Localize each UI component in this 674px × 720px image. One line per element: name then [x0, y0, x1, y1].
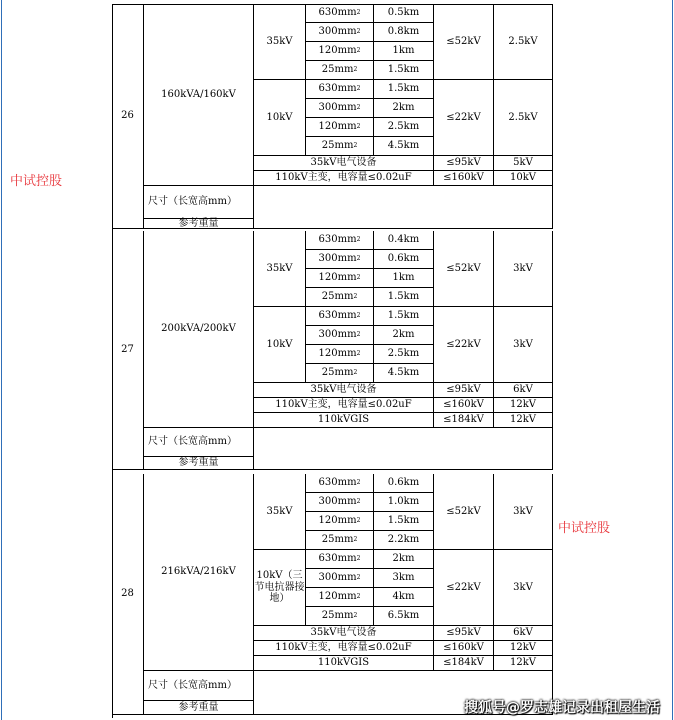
test-voltage-text: 2.5kV	[508, 35, 538, 47]
cable-section: 300mm 2	[306, 23, 374, 42]
size-label-text: 尺寸（长宽高mm）	[148, 196, 237, 208]
equipment-row-name	[254, 171, 434, 186]
test-voltage-text: 3kV	[513, 505, 533, 517]
test-voltage	[494, 4, 553, 80]
equipment-row-test-text: 12kV	[509, 414, 536, 426]
capacity-cell-text: 200kVA/200kV	[161, 323, 236, 335]
capacity-cell	[144, 4, 254, 186]
cable-section-text: 120mm	[318, 121, 357, 133]
cable-length-text: 2km	[392, 102, 415, 114]
cable-length	[374, 4, 434, 23]
cable-section-text: 25mm	[321, 367, 354, 379]
equipment-row-test-text: 12kV	[509, 642, 536, 654]
equipment-row-test-text: 5kV	[513, 157, 533, 169]
equipment-row-withstand-text: ≤184kV	[443, 414, 484, 426]
cable-section: 120mm 2	[306, 118, 374, 137]
cable-length	[374, 137, 434, 156]
weight-label	[144, 457, 254, 470]
equipment-row-withstand	[434, 156, 494, 171]
cable-section-text: 25mm	[321, 610, 354, 622]
cable-section: 630mm 2	[306, 474, 374, 493]
cable-section-text: 25mm	[321, 64, 354, 76]
capacity-cell-text: 160kVA/160kV	[161, 88, 236, 100]
cable-section-text: 120mm	[318, 348, 357, 360]
test-voltage	[494, 307, 553, 383]
equipment-row-name	[254, 413, 434, 428]
cable-section-text: 630mm	[318, 310, 357, 322]
cable-length	[374, 307, 434, 326]
equipment-row-test	[494, 626, 553, 641]
withstand-voltage-text: ≤22kV	[446, 111, 481, 123]
test-voltage-text: 3kV	[513, 338, 533, 350]
equipment-row-withstand-text: ≤160kV	[443, 399, 484, 411]
equipment-row-withstand	[434, 641, 494, 656]
cable-length-text: 2.5km	[387, 121, 420, 133]
cable-length-text: 2.2km	[387, 534, 420, 546]
equipment-row-test-text: 12kV	[509, 399, 536, 411]
equipment-row-withstand	[434, 656, 494, 671]
cable-length-text: 3km	[392, 572, 415, 584]
voltage-level	[254, 231, 306, 307]
equipment-row-name-text: 35kV电气设备	[310, 157, 377, 169]
cable-length	[374, 345, 434, 364]
cable-section: 630mm 2	[306, 550, 374, 569]
cable-length-text: 0.6km	[387, 253, 420, 265]
equipment-row-withstand-text: ≤160kV	[443, 642, 484, 654]
cable-length	[374, 493, 434, 512]
cable-length-text: 2.5km	[387, 348, 420, 360]
cable-section: 300mm 2	[306, 99, 374, 118]
cable-section-text: 120mm	[318, 45, 357, 57]
equipment-row-name	[254, 626, 434, 641]
equipment-row-test-text: 6kV	[513, 627, 533, 639]
withstand-voltage	[434, 231, 494, 307]
cable-section-text: 300mm	[318, 253, 357, 265]
size-label	[144, 186, 254, 219]
withstand-voltage-text: ≤22kV	[446, 338, 481, 350]
cable-length-text: 1km	[392, 272, 415, 284]
withstand-voltage	[434, 80, 494, 156]
cable-section: 630mm 2	[306, 307, 374, 326]
cable-section: 25mm 2	[306, 137, 374, 156]
side-label-left: 中试控股	[10, 174, 63, 189]
withstand-voltage-text: ≤52kV	[446, 505, 481, 517]
cable-length	[374, 569, 434, 588]
cable-length	[374, 118, 434, 137]
cable-section-text: 300mm	[318, 26, 357, 38]
equipment-row-name-text: 110kV主变，电容量≤0.02uF	[275, 399, 412, 411]
model-number	[112, 231, 144, 470]
cable-section-text: 25mm	[321, 140, 354, 152]
weight-label-text: 参考重量	[178, 217, 219, 229]
equipment-row-test-text: 6kV	[513, 384, 533, 396]
cable-length	[374, 61, 434, 80]
model-number-text: 26	[121, 110, 134, 122]
equipment-row-test	[494, 156, 553, 171]
watermark: 搜狐号@罗志雄记录出租屋生活	[464, 700, 660, 716]
equipment-row-test-text: 12kV	[509, 657, 536, 669]
equipment-row-withstand	[434, 413, 494, 428]
cable-length-text: 6.5km	[387, 610, 420, 622]
cable-length	[374, 99, 434, 118]
voltage-level-text: 35kV	[266, 505, 293, 517]
voltage-level-text: 35kV	[266, 35, 293, 47]
size-label	[144, 671, 254, 701]
cable-length-text: 1.5km	[387, 291, 420, 303]
cable-length-text: 1.5km	[387, 310, 420, 322]
withstand-voltage-text: ≤52kV	[446, 35, 481, 47]
size-label-text: 尺寸（长宽高mm）	[148, 436, 237, 448]
cable-length	[374, 588, 434, 607]
equipment-row-name-text: 110kVGIS	[317, 414, 370, 426]
cable-length	[374, 550, 434, 569]
withstand-voltage	[434, 4, 494, 80]
cable-length-text: 1.5km	[387, 64, 420, 76]
size-label-text: 尺寸（长宽高mm）	[148, 679, 237, 691]
equipment-row-test	[494, 398, 553, 413]
equipment-row-test	[494, 413, 553, 428]
cable-section-text: 630mm	[318, 477, 357, 489]
cable-section: 120mm 2	[306, 512, 374, 531]
test-voltage	[494, 474, 553, 550]
cable-length	[374, 250, 434, 269]
cable-length	[374, 531, 434, 550]
cable-section: 300mm 2	[306, 326, 374, 345]
cable-section-text: 25mm	[321, 534, 354, 546]
equipment-row-withstand	[434, 171, 494, 186]
capacity-cell-text: 216kVA/216kV	[161, 566, 236, 578]
side-label-right: 中试控股	[558, 521, 611, 536]
test-voltage-text: 3kV	[513, 581, 533, 593]
equipment-row-withstand-text: ≤184kV	[443, 657, 484, 669]
voltage-level-text: 10kV	[266, 338, 293, 350]
voltage-level-text: 10kV	[266, 111, 293, 123]
cable-length-text: 0.8km	[387, 26, 420, 38]
voltage-level	[254, 307, 306, 383]
voltage-level	[254, 80, 306, 156]
voltage-level	[254, 474, 306, 550]
equipment-row-name-text: 110kVGIS	[317, 657, 370, 669]
model-number	[112, 474, 144, 715]
cable-length	[374, 474, 434, 493]
cable-section-text: 25mm	[321, 291, 354, 303]
equipment-row-withstand-text: ≤95kV	[446, 157, 481, 169]
cable-length-text: 0.6km	[387, 477, 420, 489]
equipment-row-withstand-text: ≤95kV	[446, 627, 481, 639]
page-edge-line	[1, 0, 2, 720]
cable-section: 25mm 2	[306, 61, 374, 80]
cable-section: 630mm 2	[306, 4, 374, 23]
cable-section: 630mm 2	[306, 231, 374, 250]
test-voltage	[494, 231, 553, 307]
cable-section-text: 300mm	[318, 102, 357, 114]
cable-section: 630mm 2	[306, 80, 374, 99]
weight-label-text: 参考重量	[178, 701, 219, 713]
cable-section-text: 630mm	[318, 234, 357, 246]
equipment-row-name-text: 35kV电气设备	[310, 627, 377, 639]
weight-label	[144, 219, 254, 229]
equipment-row-name	[254, 156, 434, 171]
size-weight-value	[254, 428, 553, 470]
equipment-row-name-text: 35kV电气设备	[310, 384, 377, 396]
page-edge-line	[672, 0, 673, 720]
cable-section-text: 300mm	[318, 572, 357, 584]
cable-section-text: 630mm	[318, 7, 357, 19]
withstand-voltage-text: ≤52kV	[446, 262, 481, 274]
cable-length	[374, 288, 434, 307]
equipment-row-withstand-text: ≤160kV	[443, 172, 484, 184]
cable-length	[374, 269, 434, 288]
cable-section-text: 120mm	[318, 591, 357, 603]
weight-label	[144, 701, 254, 715]
equipment-row-name	[254, 656, 434, 671]
voltage-level-text: 10kV（三节电抗器接地）	[254, 570, 305, 605]
cable-section: 300mm 2	[306, 250, 374, 269]
cable-section: 300mm 2	[306, 569, 374, 588]
cable-length-text: 1.0km	[387, 496, 420, 508]
equipment-row-withstand	[434, 383, 494, 398]
cable-section-text: 630mm	[318, 83, 357, 95]
withstand-voltage	[434, 474, 494, 550]
cable-section: 25mm 2	[306, 607, 374, 626]
cable-length-text: 1.5km	[387, 515, 420, 527]
equipment-row-test-text: 10kV	[509, 172, 536, 184]
cable-length	[374, 23, 434, 42]
capacity-cell	[144, 474, 254, 671]
cable-length-text: 0.5km	[387, 7, 420, 19]
voltage-level	[254, 550, 306, 626]
cable-section-text: 300mm	[318, 329, 357, 341]
weight-label-text: 参考重量	[178, 457, 219, 469]
cable-section: 300mm 2	[306, 493, 374, 512]
cable-section-text: 300mm	[318, 496, 357, 508]
withstand-voltage	[434, 550, 494, 626]
cable-section: 25mm 2	[306, 531, 374, 550]
equipment-row-withstand-text: ≤95kV	[446, 384, 481, 396]
equipment-row-name	[254, 383, 434, 398]
capacity-cell	[144, 231, 254, 428]
size-weight-value	[254, 186, 553, 229]
equipment-row-test	[494, 641, 553, 656]
cable-section-text: 120mm	[318, 515, 357, 527]
test-voltage-text: 3kV	[513, 262, 533, 274]
cable-section: 120mm 2	[306, 588, 374, 607]
equipment-row-test	[494, 656, 553, 671]
cable-length	[374, 231, 434, 250]
cable-length-text: 2km	[392, 329, 415, 341]
equipment-row-test	[494, 171, 553, 186]
cable-section-text: 630mm	[318, 553, 357, 565]
cable-section: 120mm 2	[306, 345, 374, 364]
voltage-level	[254, 4, 306, 80]
equipment-row-withstand	[434, 626, 494, 641]
cable-length	[374, 80, 434, 99]
cable-section: 120mm 2	[306, 269, 374, 288]
withstand-voltage	[434, 307, 494, 383]
cable-length	[374, 364, 434, 383]
equipment-row-name-text: 110kV主变，电容量≤0.02uF	[275, 642, 412, 654]
cable-length	[374, 512, 434, 531]
cable-length	[374, 42, 434, 61]
equipment-row-name-text: 110kV主变，电容量≤0.02uF	[275, 172, 412, 184]
cable-section-text: 120mm	[318, 272, 357, 284]
model-number	[112, 4, 144, 229]
cable-section: 120mm 2	[306, 42, 374, 61]
cable-length-text: 4.5km	[387, 140, 420, 152]
withstand-voltage-text: ≤22kV	[446, 581, 481, 593]
test-voltage	[494, 550, 553, 626]
voltage-level-text: 35kV	[266, 262, 293, 274]
cable-length	[374, 607, 434, 626]
model-number-text: 28	[121, 588, 134, 600]
cable-length-text: 4.5km	[387, 367, 420, 379]
test-voltage-text: 2.5kV	[508, 111, 538, 123]
equipment-row-name	[254, 641, 434, 656]
cable-section: 25mm 2	[306, 364, 374, 383]
cable-section: 25mm 2	[306, 288, 374, 307]
equipment-row-test	[494, 383, 553, 398]
cable-length-text: 4km	[392, 591, 415, 603]
equipment-row-withstand	[434, 398, 494, 413]
cable-length-text: 1.5km	[387, 83, 420, 95]
cable-length-text: 0.4km	[387, 234, 420, 246]
cable-length-text: 2km	[392, 553, 415, 565]
equipment-row-name	[254, 398, 434, 413]
cable-length	[374, 326, 434, 345]
cable-length-text: 1km	[392, 45, 415, 57]
test-voltage	[494, 80, 553, 156]
size-label	[144, 428, 254, 457]
model-number-text: 27	[121, 344, 134, 356]
